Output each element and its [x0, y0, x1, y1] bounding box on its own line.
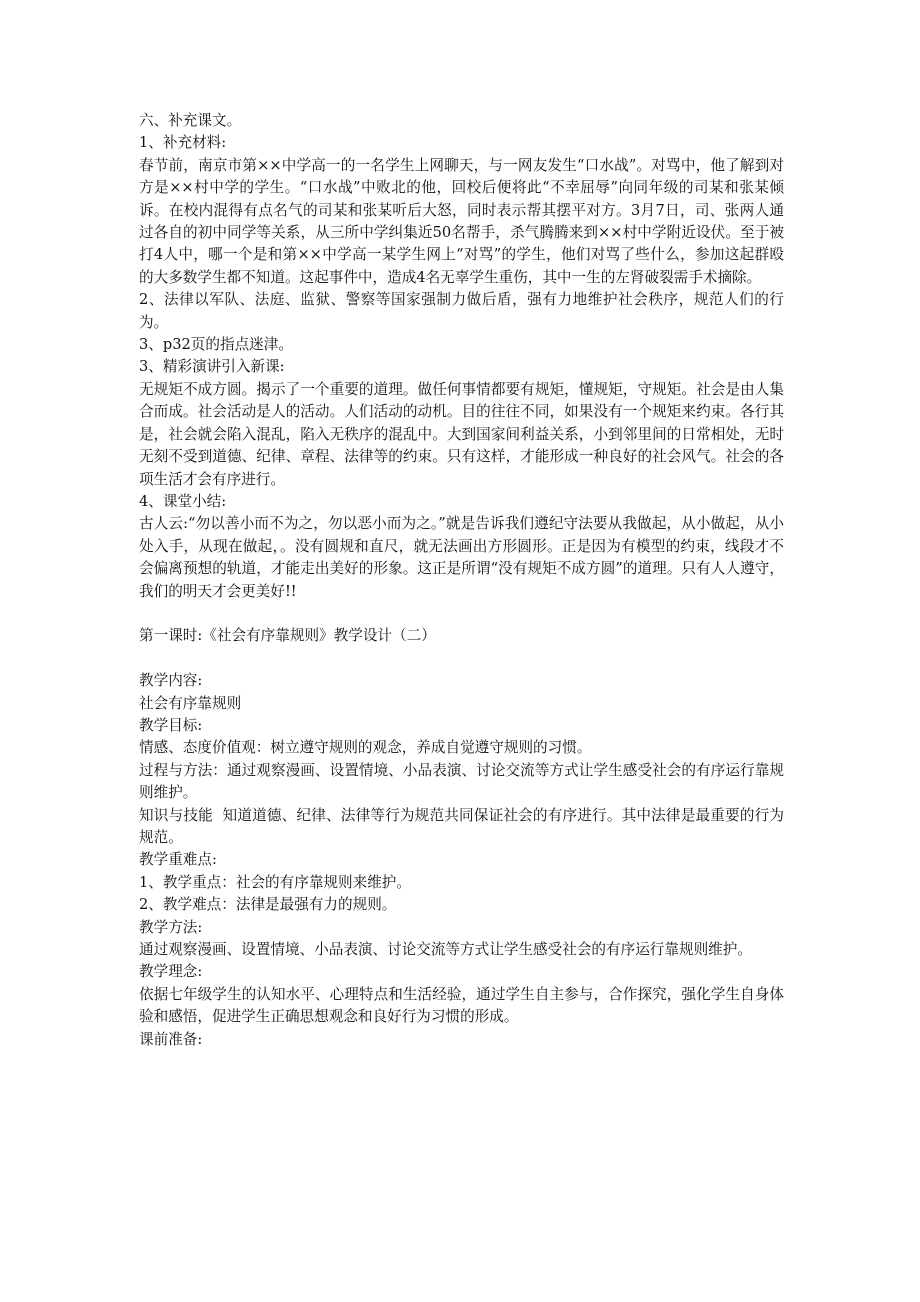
paragraph-speech: 无规矩不成方圆。揭示了一个重要的道理。做任何事情都要有规矩，懂规矩，守规矩。社会是由人集合而成。社会活动是人的活动。人们活动的动机。目的往往不同，如果没有一个规矩来约束。各行其是，社会就会陷入混乱，陷入无秩序的混乱中。大到国家间利益关系，小到邻里间的日常相处，无时无刻不受到道德、纪律、章程、法律等的约束。只有这样，才能形成一种良好的社会风气。社会的各项生活才会有序进行。 — [139, 380, 784, 488]
item-title: 1、补充材料: — [139, 134, 227, 152]
paragraph-supplement: 春节前，南京市第××中学高一的一名学生上网聊天，与一网友发生“口水战”。对骂中，他了解到对方是××村中学的学生。“口水战”中败北的他，回校后便将此“不幸屈辱”向同年级的司某和张某倾诉。在校内混得有点名气的司某和张某听后大怒，同时表示帮其摆平对方。3月7日，司、张两人通过各自的初中同学等关系，从三所中学纠集近50名帮手，杀气腾腾来到××村中学附近设伏。至于被打4人中，哪一个是和第××中学高一某学生网上“对骂”的学生，他们对骂了些什么，参加这起群殴的大多数学生都不知道。这起事件中，造成4名无辜学生重伤，其中一生的左肾破裂需手术摘除。 — [139, 156, 784, 286]
content-value: 社会有序靠规则 — [139, 694, 242, 712]
spacer — [139, 648, 784, 670]
difficult-point: 2、教学难点：法律是最强有力的规则。 — [139, 896, 397, 914]
key-label: 教学重难点: — [139, 851, 217, 869]
goal-process: 过程与方法：通过观察漫画、设置情境、小品表演、讨论交流等方式让学生感受社会的有序运行靠规则维护。 — [139, 761, 784, 802]
spacer — [139, 603, 784, 625]
lesson-title: 第一课时:《社会有序靠规则》教学设计（二） — [139, 627, 436, 645]
goals-label: 教学目标: — [139, 716, 203, 734]
item-title: 3、精彩演讲引入新课: — [139, 358, 285, 376]
method-label: 教学方法: — [139, 918, 203, 936]
prep-label: 课前准备: — [139, 1030, 203, 1048]
concept-label: 教学理念: — [139, 963, 203, 981]
paragraph-law: 2、法律以军队、法庭、监狱、警察等国家强制力做后盾，强有力地维护社会秩序，规范人们的行为。 — [139, 291, 784, 331]
goal-emotion: 情感、态度价值观：树立遵守规则的观念，养成自觉遵守规则的习惯。 — [139, 739, 592, 757]
concept-value: 依据七年级学生的认知水平、心理特点和生活经验，通过学生自主参与，合作探究，强化学生自身体验和感悟，促进学生正确思想观念和良好行为习惯的形成。 — [139, 985, 784, 1026]
item-title: 4、课堂小结: — [139, 492, 227, 510]
paragraph-summary: 古人云:“勿以善小而不为之，勿以恶小而为之。”就是告诉我们遵纪守法要从我做起，从小做起，从小处入手，从现在做起，。没有圆规和直尺，就无法画出方形圆形。正是因为有模型的约束，线段才不会偏离预想的轨道，才能走出美好的形象。这正是所谓“没有规矩不成方圆”的道理。只有人人遵守，我们的明天才会更美好!! — [139, 515, 784, 600]
goal-knowledge: 知识与技能 知道道德、纪律、法律等行为规范共同保证社会的有序进行。其中法律是最重要的行为规范。 — [139, 806, 784, 846]
content-label: 教学内容: — [139, 672, 203, 690]
item-p32: 3、p32页的指点迷津。 — [139, 336, 293, 354]
document-page — [139, 110, 784, 1051]
section-heading: 六、补充课文。 — [139, 112, 242, 129]
method-value: 通过观察漫画、设置情境、小品表演、讨论交流等方式让学生感受社会的有序运行靠规则维护。 — [139, 941, 752, 958]
key-point: 1、教学重点：社会的有序靠规则来维护。 — [139, 873, 411, 891]
